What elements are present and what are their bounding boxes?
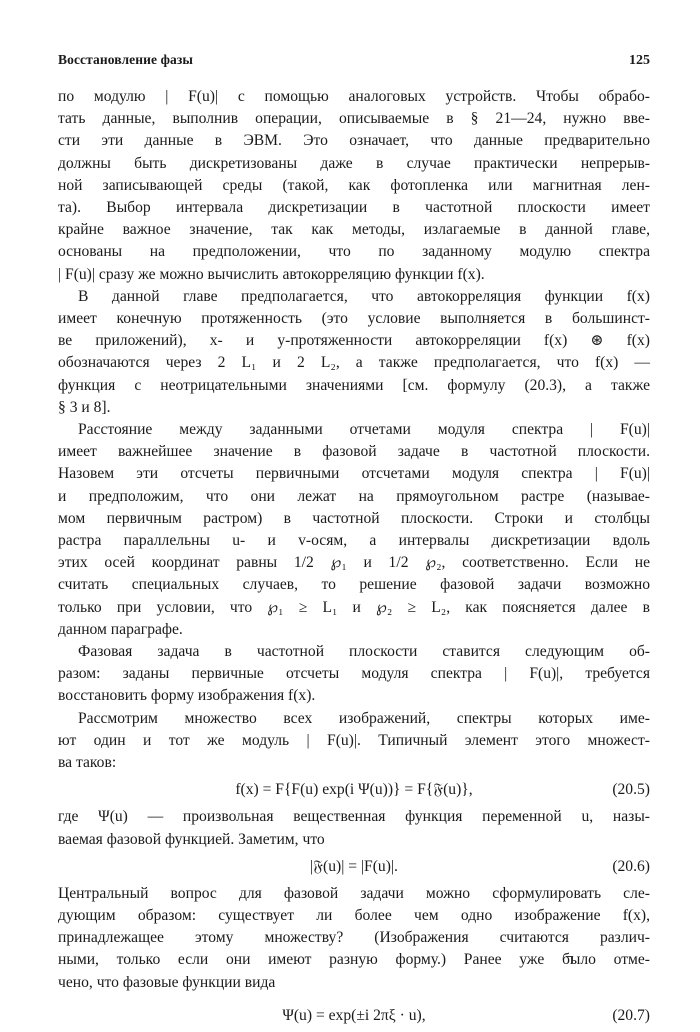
text-line: та). Выбор интервала дискретизации в частотной плоскости имеет <box>58 199 650 217</box>
text-line: тать данные, выполнив операции, описываемые в § 21—24, нужно вве- <box>58 110 650 128</box>
equation-formula: Ψ(u) = exp(±i 2πξ · u), <box>282 1006 426 1024</box>
equation-number: (20.6) <box>612 857 650 875</box>
paragraph-5 <box>58 708 650 775</box>
text-line: разом: заданы первичные отсчеты модуля спектра | F(u)|, требуется <box>58 665 650 683</box>
text-line: ными, только если они имеют разную форму.) Ранее уже было отме- <box>58 951 650 969</box>
page-header <box>58 52 650 69</box>
corner-mark <box>566 956 573 963</box>
text-line: по модулю | F(u)| с помощью аналоговых устройств. Чтобы обрабо- <box>58 88 650 105</box>
text-line: ва таков: <box>58 754 117 772</box>
text-line: этих осей координат равны 1/2 ℘₁ и 1/2 ℘₂, соответственно. Если не <box>58 554 650 572</box>
paragraph-7 <box>58 883 650 994</box>
page-number: 125 <box>629 53 650 68</box>
paragraph-4 <box>58 641 650 708</box>
text-line: основаны на предположении, что по заданному модулю спектра <box>58 243 650 261</box>
text-line: восстановить форму изображения f(x). <box>58 687 316 705</box>
text-line: обозначаются через 2 L₁ и 2 L₂, а также предполагается, что f(x) — <box>58 354 650 372</box>
equation-20-6 <box>58 853 650 881</box>
text-line: должны быть дискретизованы даже в случае практически непрерыв- <box>58 154 650 172</box>
body-text <box>58 86 650 1032</box>
text-line: принадлежащее этому множеству? (Изображения считаются различ- <box>58 929 650 947</box>
text-line: В данной главе предполагается, что автокорреляция функции f(x) <box>78 287 650 305</box>
equation-number: (20.7) <box>612 1006 650 1024</box>
text-line: Расстояние между заданными отчетами модуля спектра | F(u)| <box>78 421 650 439</box>
text-line: где Ψ(u) — произвольная вещественная функция переменной u, назы- <box>58 808 650 826</box>
text-line: растра параллельны u- и v-осям, а интервалы дискретизации вдоль <box>58 532 650 550</box>
text-line: крайне важное значение, так как методы, излагаемые в данной главе, <box>58 221 650 239</box>
equation-formula: f(x) = F{F(u) exp(i Ψ(u))} = F{𝔉(u)}, <box>235 781 473 799</box>
running-head: Восстановление фазы <box>58 52 194 67</box>
text-line: функция с неотрицательными значениями [см. формулу (20.3), а также <box>58 376 650 394</box>
equation-20-7 <box>58 1002 650 1030</box>
text-line: только при условии, что ℘₁ ≥ L₁ и ℘₂ ≥ L₂, как поясняется далее в <box>58 598 650 616</box>
text-line: и предположим, что они лежат на прямоугольном растре (называе- <box>58 487 650 505</box>
text-line: Центральный вопрос для фазовой задачи можно сформулировать сле- <box>58 884 650 902</box>
text-line: Назовем эти отсчеты первичными отсчетами модуля спектра | F(u)| <box>58 465 650 483</box>
text-line: § 3 и 8]. <box>58 398 111 416</box>
text-line: Рассмотрим множество всех изображений, спектры которых име- <box>78 709 650 727</box>
text-line: ют один и тот же модуль | F(u)|. Типичный элемент этого множест- <box>58 731 650 749</box>
paragraph-6 <box>58 806 650 850</box>
text-line: сти эти данные в ЭВМ. Это означает, что данные предварительно <box>58 132 650 150</box>
paragraph-1 <box>58 86 650 286</box>
paragraph-3 <box>58 419 650 641</box>
text-line: дующим образом: существует ли более чем одно изображение f(x), <box>58 906 650 924</box>
text-line: имеет конечную протяженность (это условие выполняется в большинст- <box>58 310 650 328</box>
text-line: чено, что фазовые функции вида <box>58 973 276 991</box>
text-line: | F(u)| сразу же можно вычислить автокорреляцию функции f(x). <box>58 265 485 283</box>
text-line: ваемая фазовой функцией. Заметим, что <box>58 830 325 848</box>
text-line: Фазовая задача в частотной плоскости ставится следующим об- <box>78 643 650 661</box>
equation-20-5 <box>58 776 650 804</box>
text-line: данном параграфе. <box>58 620 183 638</box>
paragraph-2 <box>58 286 650 419</box>
text-line: ной записывающей среды (такой, как фотопленка или магнитная лен- <box>58 176 650 194</box>
text-line: считать специальных случаев, то решение фазовой задачи возможно <box>58 576 650 594</box>
text-line: мом первичным растром) в частотной плоскости. Строки и столбцы <box>58 509 650 527</box>
text-line: имеет важнейшее значение в фазовой задаче в частотной плоскости. <box>58 443 650 461</box>
text-line: ве приложений), x- и y-протяженности автокорреляции f(x) ⊛ f(x) <box>58 332 650 350</box>
equation-number: (20.5) <box>612 781 650 799</box>
equation-formula: |𝔉(u)| = |F(u)|. <box>310 857 398 875</box>
